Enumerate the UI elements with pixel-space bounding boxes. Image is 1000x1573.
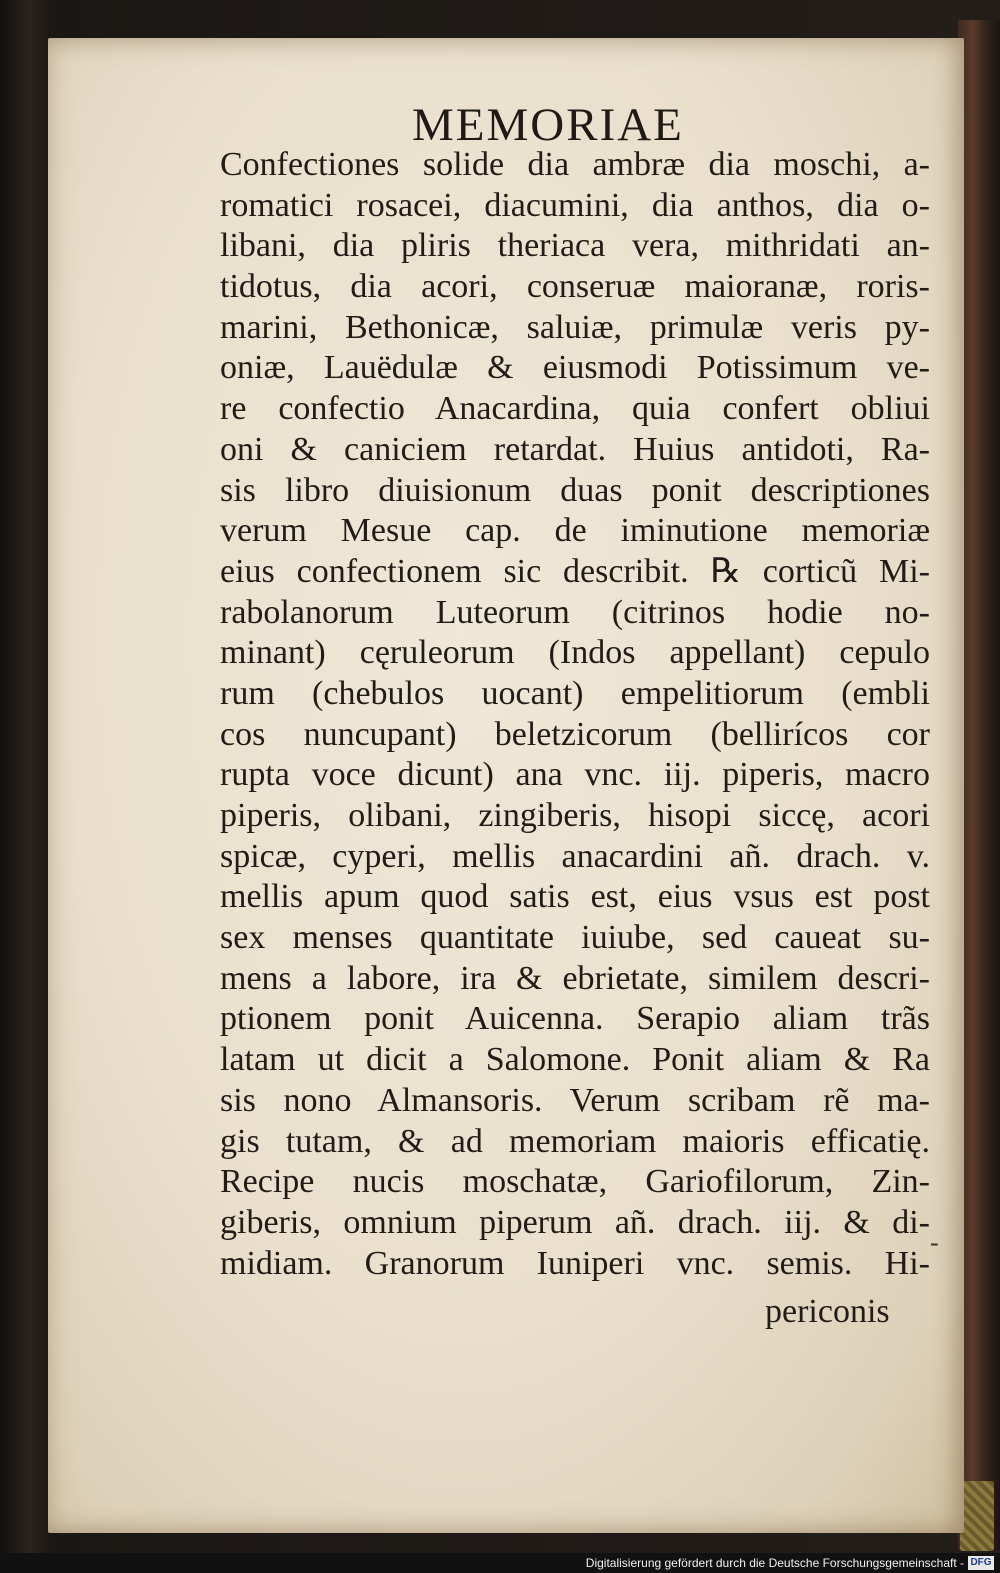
text-line: ptionem ponit Auicenna. Serapio aliam trãs (220, 1000, 930, 1038)
text-line: spicæ, cyperi, mellis anacardini añ. drach. v. (220, 837, 930, 875)
text-line: midiam. Granorum Iuniperi vnc. semis. Hi- (220, 1244, 930, 1282)
text-line: marini, Bethonicæ, saluiæ, primulæ veris py- (220, 308, 930, 346)
footer-credit: Digitalisierung gefördert durch die Deutsche Forschungsgemeinschaft - (585, 1556, 964, 1570)
text-block (220, 145, 930, 1284)
catchword: periconis (765, 1293, 890, 1330)
text-line: minant) cęruleorum (Indos appellant) cepulo (220, 634, 930, 672)
text-line: rupta voce dicunt) ana vnc. iij. piperis, macro (220, 756, 930, 794)
text-line: Recipe nucis moschatæ, Gariofilorum, Zin- (220, 1163, 930, 1201)
text-line: romatici rosacei, diacumini, dia anthos, dia o- (220, 186, 930, 224)
text-line: mens a labore, ira & ebrietate, similem descri- (220, 959, 930, 997)
text-line: rum (chebulos uocant) empelitiorum (embli (220, 674, 930, 712)
text-line: mellis apum quod satis est, eius vsus est post (220, 878, 930, 916)
margin-mark: - (930, 1228, 939, 1257)
text-line: re confectio Anacardina, quia confert obliui (220, 390, 930, 428)
text-line: latam ut dicit a Salomone. Ponit aliam & Ra (220, 1041, 930, 1079)
text-line: rabolanorum Luteorum (citrinos hodie no- (220, 593, 930, 631)
text-line: cos nuncupant) beletzicorum (bellirícos cor (220, 715, 930, 753)
text-line: oniæ, Lauëdulæ & eiusmodi Potissimum ve- (220, 349, 930, 387)
dfg-logo: DFG (968, 1556, 994, 1570)
text-line: sis libro diuisionum duas ponit descriptiones (220, 471, 930, 509)
text-line: sis nono Almansoris. Verum scribam rẽ ma- (220, 1081, 930, 1119)
text-line: sex menses quantitate iuiube, sed caueat su- (220, 919, 930, 957)
book-headband (960, 1481, 994, 1551)
text-line: eius confectionem sic describit. ℞ corticũ Mi- (220, 552, 930, 590)
text-line: piperis, olibani, zingiberis, hisopi siccę, acori (220, 797, 930, 834)
text-line: tidotus, dia acori, conseruæ maioranæ, roris- (220, 268, 930, 306)
text-line: Confectiones solide dia ambræ dia moschi, a- (220, 146, 930, 183)
running-head: MEMORIAE (412, 99, 684, 151)
text-line: libani, dia pliris theriaca vera, mithridati an- (220, 227, 930, 265)
text-line: verum Mesue cap. de iminutione memoriæ (220, 512, 930, 550)
text-line: giberis, omnium piperum añ. drach. iij. & di- (220, 1203, 930, 1241)
text-line: oni & caniciem retardat. Huius antidoti, Ra- (220, 430, 930, 468)
text-line: gis tutam, & ad memoriam maioris efficatię. (220, 1122, 930, 1160)
book-binding-edge (958, 20, 1000, 1550)
